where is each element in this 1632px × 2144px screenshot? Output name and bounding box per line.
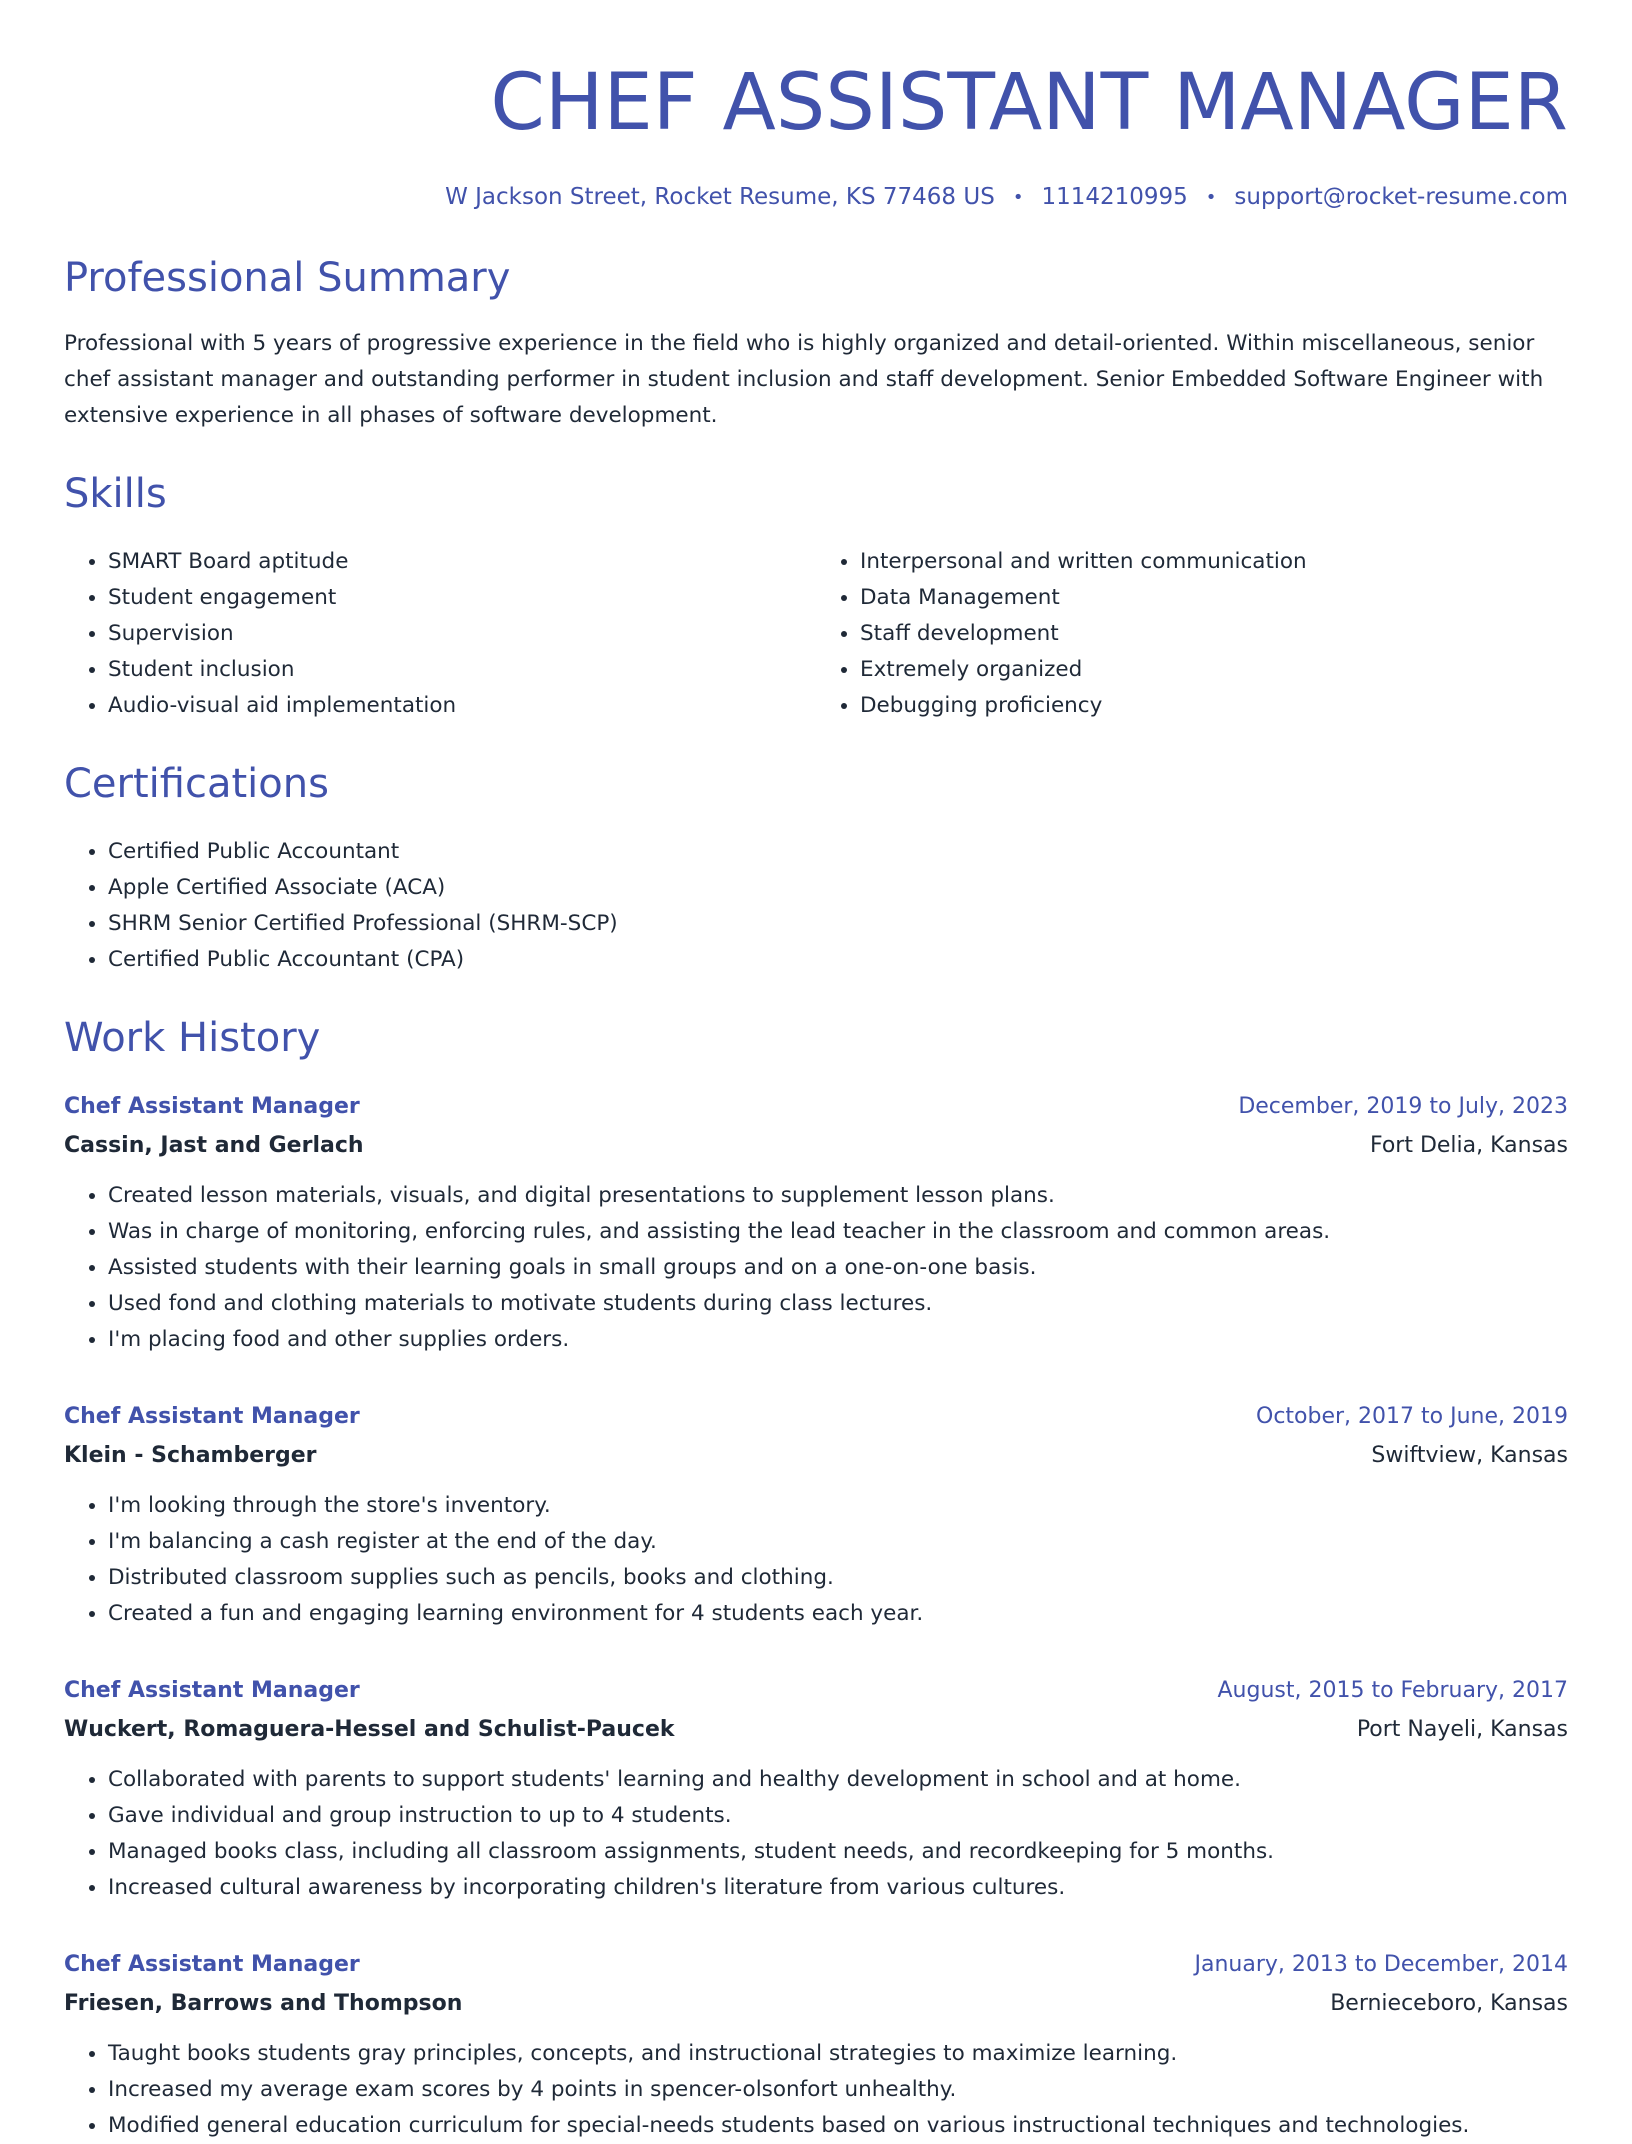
skill-item: • Audio-visual aid implementation [108,688,816,724]
job-company: Wuckert, Romaguera-Hessel and Schulist-Paucek [64,1717,675,1742]
job-entry [64,1398,1568,1632]
resume-page [64,0,1568,2144]
skills-grid [64,544,1568,724]
job-bullet: • Was in charge of monitoring, enforcing rules, and assisting the lead teacher in the classroom and common areas. [108,1214,1568,1250]
job-bullet: • Used fond and clothing materials to motivate students during class lectures. [108,1286,1568,1322]
contact-separator: • [1205,186,1217,208]
contact-address: W Jackson Street, Rocket Resume, KS 77468 US [445,184,995,210]
job-title: Chef Assistant Manager [64,1404,360,1429]
job-bullet: • Modified general education curriculum for special-needs students based on various instructional techniques and technologies. [108,2108,1568,2144]
skill-item: • Data Management [860,580,1568,616]
skill-item: • Student engagement [108,580,816,616]
job-bullet: • Created a fun and engaging learning environment for 4 students each year. [108,1596,1568,1632]
job-bullet: • Gave individual and group instruction to up to 4 students. [108,1798,1568,1834]
job-company: Cassin, Jast and Gerlach [64,1133,364,1158]
job-title: Chef Assistant Manager [64,1094,360,1119]
job-title: Chef Assistant Manager [64,1678,360,1703]
contact-email: support@rocket-resume.com [1234,184,1568,210]
job-location: Fort Delia, Kansas [1369,1133,1568,1158]
job-dates: December, 2019 to July, 2023 [1238,1094,1568,1119]
contact-separator: • [1012,186,1024,208]
skill-item: • Student inclusion [108,652,816,688]
skill-item: • Extremely organized [860,652,1568,688]
skills-right-list [816,544,1568,724]
summary-text: Professional with 5 years of progressive experience in the field who is highly organized and detail-oriented. Within miscellaneous, senior chef assistant manager and outstanding performer in student inclusion and staff development. Senior Embedded Software Engineer with extensive experience in all phases of software development. [64,331,1544,428]
job-bullet: • Created lesson materials, visuals, and digital presentations to supplement lesson plans. [108,1178,1568,1214]
certifications-list [64,834,1568,978]
skill-item: • Debugging proficiency [860,688,1568,724]
job-bullet: • Collaborated with parents to support students' learning and healthy development in school and at home. [108,1762,1568,1798]
job-company: Klein - Schamberger [64,1443,317,1468]
skill-item: • SMART Board aptitude [108,544,816,580]
job-location: Swiftview, Kansas [1371,1443,1568,1468]
job-dates: October, 2017 to June, 2019 [1256,1404,1568,1429]
job-entry [64,1672,1568,1906]
certification-item: • Certified Public Accountant [108,834,1568,870]
resume-name: CHEF ASSISTANT MANAGER [490,58,1568,148]
job-bullet: • I'm balancing a cash register at the end of the day. [108,1524,1568,1560]
job-bullet: • Increased cultural awareness by incorporating children's literature from various cultures. [108,1870,1568,1906]
job-bullet: • Increased my average exam scores by 4 points in spencer-olsonfort unhealthy. [108,2072,1568,2108]
certification-item: • Apple Certified Associate (ACA) [108,870,1568,906]
job-location: Port Nayeli, Kansas [1356,1717,1568,1742]
job-bullets [64,1762,1568,1906]
job-bullet: • Assisted students with their learning goals in small groups and on a one-on-one basis. [108,1250,1568,1286]
job-bullet: • Distributed classroom supplies such as pencils, books and clothing. [108,1560,1568,1596]
skill-item: • Staff development [860,616,1568,652]
contact-line [64,184,1568,210]
job-dates: January, 2013 to December, 2014 [1194,1952,1568,1977]
job-title: Chef Assistant Manager [64,1952,360,1977]
job-bullets [64,1178,1568,1358]
certification-item: • Certified Public Accountant (CPA) [108,942,1568,978]
certifications-heading: Certifications [64,761,329,807]
job-bullet: • Taught books students gray principles, concepts, and instructional strategies to maximize learning. [108,2036,1568,2072]
job-company: Friesen, Barrows and Thompson [64,1991,463,2016]
job-bullets [64,1488,1568,1632]
job-bullet: • Managed books class, including all classroom assignments, student needs, and recordkeeping for 5 months. [108,1834,1568,1870]
skills-left-list [64,544,816,724]
skill-item: • Supervision [108,616,816,652]
skill-item: • Interpersonal and written communication [860,544,1568,580]
work-history-heading: Work History [64,1015,321,1061]
job-bullet: • I'm looking through the store's inventory. [108,1488,1568,1524]
job-location: Bernieceboro, Kansas [1330,1991,1568,2016]
job-bullet: • I'm placing food and other supplies orders. [108,1322,1568,1358]
job-bullets [64,2036,1568,2144]
certification-item: • SHRM Senior Certified Professional (SHRM-SCP) [108,906,1568,942]
summary-heading: Professional Summary [64,255,511,301]
job-dates: August, 2015 to February, 2017 [1217,1678,1568,1703]
skills-heading: Skills [64,471,167,517]
job-entry [64,1946,1568,2144]
contact-phone: 1114210995 [1041,184,1188,210]
job-entry [64,1088,1568,1358]
